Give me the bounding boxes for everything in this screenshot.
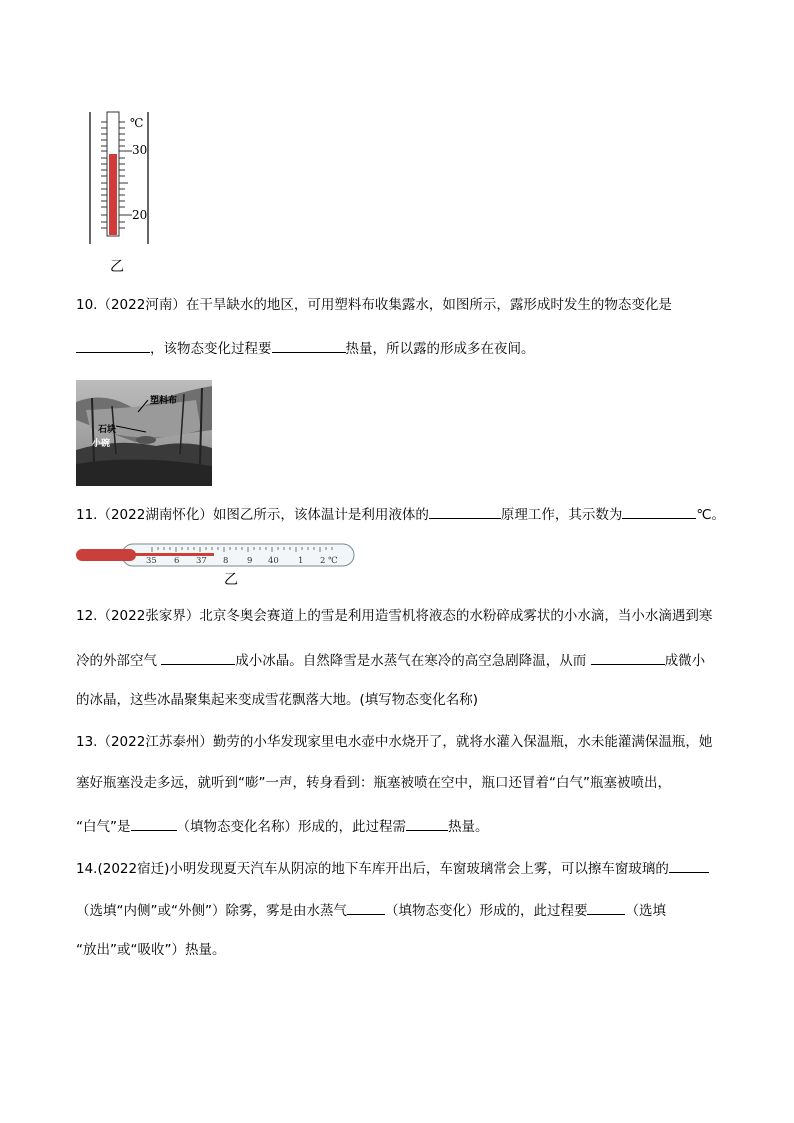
figure-caption: 乙: [110, 259, 124, 275]
answer-blank[interactable]: [161, 652, 235, 665]
answer-blank[interactable]: [406, 818, 448, 831]
dew-collection-photo: [76, 380, 212, 486]
question-10-line1: 10.（2022河南）在干旱缺水的地区，可用塑料布收集露水，如图所示，露形成时发生的物态变化是: [76, 297, 672, 313]
photo-illustration: [76, 380, 212, 486]
answer-blank[interactable]: [622, 506, 696, 519]
question-14-line3: “放出”或“吸收”）热量。: [76, 942, 226, 958]
question-12-line3: 的冰晶，这些冰晶聚集起来变成雪花飘落大地。(填写物态变化名称): [76, 692, 479, 708]
label-plastic-sheet: 塑料布: [150, 396, 178, 406]
question-13-line3: “白气”是 （填物态变化名称）形成的，此过程需 热量。: [76, 819, 489, 835]
scale-label: 40: [268, 556, 279, 566]
tick-label-20: 20: [132, 208, 148, 222]
question-10-line2: ，该物态变化过程要 热量，所以露的形成多在夜间。: [76, 340, 535, 357]
scale-label: 6: [174, 556, 180, 566]
question-14-line1: 14.(2022宿迁)小明发现夏天汽车从阴凉的地下车库开出后，车窗玻璃常会上雾，可以擦车窗玻璃的: [76, 860, 709, 877]
question-13-line1: 13.（2022江苏泰州）勤劳的小华发现家里电水壶中水烧开了，就将水灌入保温瓶，水未能灌满保温瓶，她: [76, 734, 713, 750]
question-14-line2: （选填“内侧”或“外侧”）除雾，雾是由水蒸气 （填物态变化）形成的，此过程要 （选填: [76, 903, 666, 919]
figure-caption: 乙: [224, 572, 238, 588]
scale-label: 37: [196, 556, 207, 566]
answer-blank[interactable]: [429, 506, 501, 519]
question-11: 11.（2022湖南怀化）如图乙所示，该体温计是利用液体的 原理工作，其示数为 ℃。: [76, 507, 725, 523]
scale-label: 8: [223, 556, 229, 566]
clinical-thermometer-figure: [74, 540, 364, 586]
unit-label: ℃: [130, 116, 144, 130]
answer-blank[interactable]: [591, 652, 665, 665]
thermometer-drawing: [84, 108, 174, 278]
answer-blank[interactable]: [669, 860, 709, 873]
answer-blank[interactable]: [587, 902, 625, 915]
label-stone: 石块: [98, 425, 117, 435]
scale-label: 1: [298, 556, 304, 566]
scale-label: 2 ℃: [320, 556, 338, 566]
scale-label: 35: [146, 556, 157, 566]
question-12-line1: 12.（2022张家界）北京冬奥会赛道上的雪是利用造雪机将液态的水粉碎成雾状的小水滴，当小水滴遇到寒: [76, 608, 713, 624]
answer-blank[interactable]: [347, 902, 385, 915]
thermometer-figure: [84, 108, 174, 278]
label-bowl: 小碗: [92, 439, 111, 449]
question-12-line2: 冷的外部空气 成小冰晶。自然降雪是水蒸气在寒冷的高空急剧降温，从而 成微小: [76, 653, 706, 669]
question-13-line2: 塞好瓶塞没走多远，就听到“嘭”一声，转身看到：瓶塞被喷在空中，瓶口还冒着“白气”瓶塞被喷出，: [76, 775, 671, 791]
answer-blank[interactable]: [272, 340, 346, 353]
answer-blank[interactable]: [131, 818, 177, 831]
scale-label: 9: [247, 556, 253, 566]
tick-label-30: 30: [132, 143, 148, 157]
answer-blank[interactable]: [76, 340, 150, 353]
